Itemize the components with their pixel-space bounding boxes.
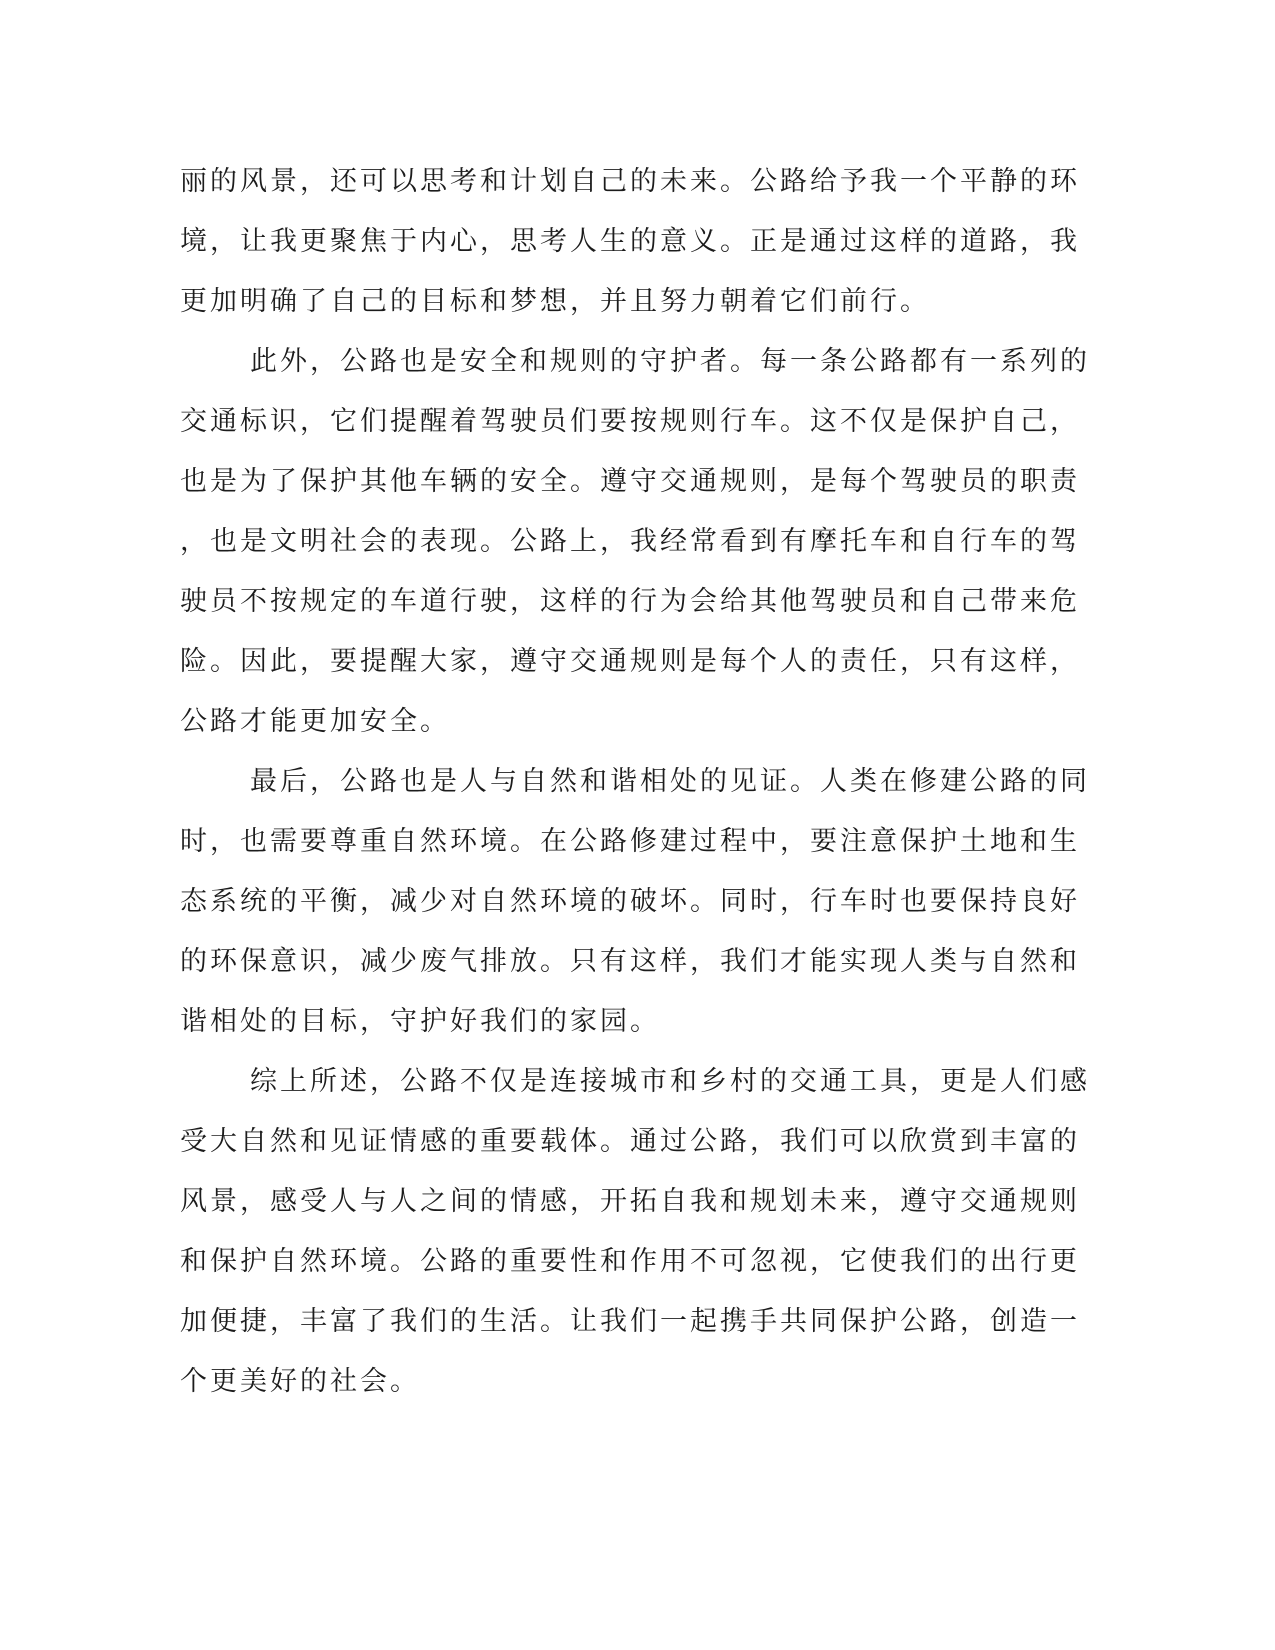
text-line: 更加明确了自己的目标和梦想，并且努力朝着它们前行。 — [180, 286, 930, 317]
paragraph-1 — [180, 152, 1080, 332]
text-line: 驶员不按规定的车道行驶，这样的行为会给其他驾驶员和自己带来危 — [180, 586, 1080, 617]
text-line: 公路才能更加安全。 — [180, 706, 450, 737]
text-line: 加便捷，丰富了我们的生活。让我们一起携手共同保护公路，创造一 — [180, 1306, 1080, 1337]
text-line: 时，也需要尊重自然环境。在公路修建过程中，要注意保护土地和生 — [180, 826, 1080, 857]
text-line-indented: 最后，公路也是人与自然和谐相处的见证。人类在修建公路的同 — [250, 766, 1090, 797]
text-line: 和保护自然环境。公路的重要性和作用不可忽视，它使我们的出行更 — [180, 1246, 1080, 1277]
text-line: 交通标识，它们提醒着驾驶员们要按规则行车。这不仅是保护自己， — [180, 406, 1080, 437]
body-text — [180, 152, 1090, 1412]
text-line: 也是为了保护其他车辆的安全。遵守交通规则，是每个驾驶员的职责 — [180, 466, 1080, 497]
paragraph-3 — [180, 752, 1090, 1052]
text-line: 风景，感受人与人之间的情感，开拓自我和规划未来，遵守交通规则 — [180, 1186, 1080, 1217]
text-line: 境，让我更聚焦于内心，思考人生的意义。正是通过这样的道路，我 — [180, 226, 1080, 257]
text-line-indented: 综上所述，公路不仅是连接城市和乡村的交通工具，更是人们感 — [250, 1066, 1090, 1097]
text-line: 谐相处的目标，守护好我们的家园。 — [180, 1006, 660, 1037]
text-line: 丽的风景，还可以思考和计划自己的未来。公路给予我一个平静的环 — [180, 166, 1080, 197]
paragraph-2 — [180, 332, 1090, 752]
text-line: 受大自然和见证情感的重要载体。通过公路，我们可以欣赏到丰富的 — [180, 1126, 1080, 1157]
text-line-indented: 此外，公路也是安全和规则的守护者。每一条公路都有一系列的 — [250, 346, 1090, 377]
text-line: 个更美好的社会。 — [180, 1366, 420, 1397]
text-line: 的环保意识，减少废气排放。只有这样，我们才能实现人类与自然和 — [180, 946, 1080, 977]
text-line: 态系统的平衡，减少对自然环境的破坏。同时，行车时也要保持良好 — [180, 886, 1080, 917]
text-line: ，也是文明社会的表现。公路上，我经常看到有摩托车和自行车的驾 — [180, 526, 1080, 557]
paragraph-4 — [180, 1052, 1090, 1412]
text-line: 险。因此，要提醒大家，遵守交通规则是每个人的责任，只有这样， — [180, 646, 1080, 677]
